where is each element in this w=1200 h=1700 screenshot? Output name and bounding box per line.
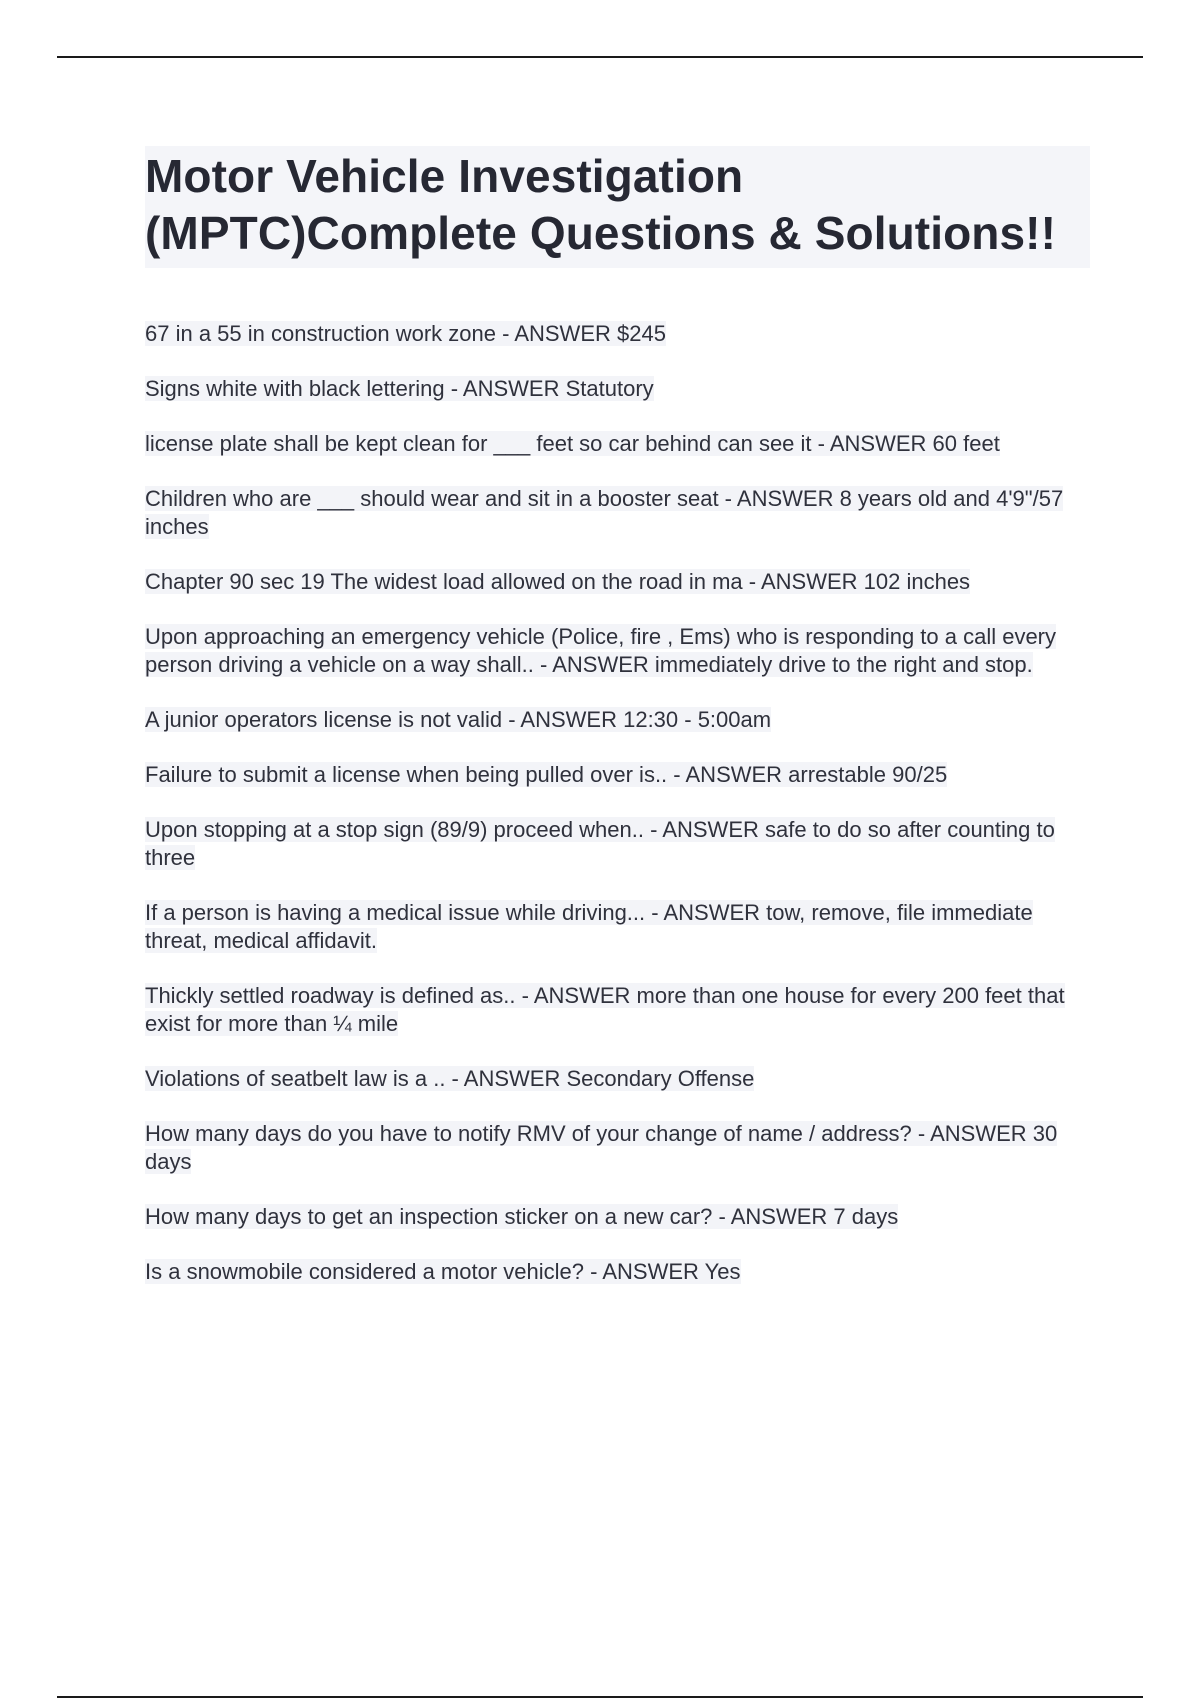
qa-text: license plate shall be kept clean for ___ feet so car behind can see it - ANSWER 60 feet bbox=[145, 431, 1000, 456]
bottom-rule bbox=[57, 1696, 1143, 1698]
qa-item bbox=[145, 320, 1090, 348]
top-rule bbox=[57, 56, 1143, 58]
qa-item bbox=[145, 816, 1090, 872]
qa-text: 67 in a 55 in construction work zone - ANSWER $245 bbox=[145, 321, 666, 346]
qa-item bbox=[145, 899, 1090, 955]
qa-item bbox=[145, 485, 1090, 541]
qa-text: How many days to get an inspection sticker on a new car? - ANSWER 7 days bbox=[145, 1204, 899, 1229]
qa-text: Is a snowmobile considered a motor vehicle? - ANSWER Yes bbox=[145, 1259, 741, 1284]
title-block bbox=[145, 146, 1090, 268]
qa-item bbox=[145, 1258, 1090, 1286]
qa-item bbox=[145, 568, 1090, 596]
qa-list bbox=[145, 320, 1090, 1286]
qa-text: Chapter 90 sec 19 The widest load allowed on the road in ma - ANSWER 102 inches bbox=[145, 569, 971, 594]
qa-item bbox=[145, 1065, 1090, 1093]
qa-item bbox=[145, 706, 1090, 734]
qa-text: Children who are ___ should wear and sit in a booster seat - ANSWER 8 years old and 4'9"/57 inches bbox=[145, 486, 1064, 539]
qa-text: A junior operators license is not valid - ANSWER 12:30 - 5:00am bbox=[145, 707, 772, 732]
qa-item bbox=[145, 1203, 1090, 1231]
document-body bbox=[145, 146, 1090, 1313]
qa-item bbox=[145, 430, 1090, 458]
qa-text: Signs white with black lettering - ANSWER Statutory bbox=[145, 376, 654, 401]
qa-text: Thickly settled roadway is defined as.. - ANSWER more than one house for every 200 feet that exist for more than ¼ mile bbox=[145, 983, 1065, 1036]
qa-item bbox=[145, 623, 1090, 679]
qa-item bbox=[145, 1120, 1090, 1176]
qa-text: How many days do you have to notify RMV of your change of name / address? - ANSWER 30 days bbox=[145, 1121, 1058, 1174]
qa-text: Upon stopping at a stop sign (89/9) proceed when.. - ANSWER safe to do so after counting to three bbox=[145, 817, 1055, 870]
qa-item bbox=[145, 375, 1090, 403]
document-title: Motor Vehicle Investigation (MPTC)Complete Questions & Solutions!! bbox=[145, 150, 1056, 259]
qa-item bbox=[145, 761, 1090, 789]
qa-text: Upon approaching an emergency vehicle (Police, fire , Ems) who is responding to a call every person driving a vehicle on a way shall.. - ANSWER immediately drive to the right and stop. bbox=[145, 624, 1057, 677]
qa-item bbox=[145, 982, 1090, 1038]
qa-text: Failure to submit a license when being pulled over is.. - ANSWER arrestable 90/25 bbox=[145, 762, 948, 787]
qa-text: If a person is having a medical issue while driving... - ANSWER tow, remove, file immediate threat, medical affidavit. bbox=[145, 900, 1033, 953]
qa-text: Violations of seatbelt law is a .. - ANSWER Secondary Offense bbox=[145, 1066, 755, 1091]
